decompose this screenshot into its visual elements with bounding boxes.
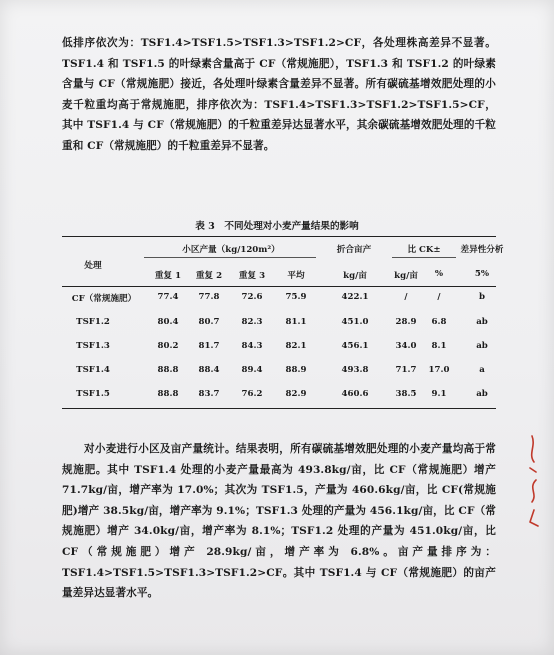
table-cell: ab (476, 341, 488, 351)
table-cell: ab (476, 317, 488, 327)
row-treatment-name: TSF1.5 (76, 389, 110, 399)
table-top-rule (62, 236, 496, 237)
table-cell: 80.4 (157, 317, 179, 327)
row-treatment-name: TSF1.3 (76, 341, 110, 351)
table-cell: 81.7 (198, 341, 220, 351)
table-cell: 6.8 (431, 317, 447, 327)
table-cell: 75.9 (285, 292, 307, 302)
table-cell: 83.7 (198, 389, 220, 399)
row-treatment-name: TSF1.2 (76, 317, 110, 327)
table-cell: 456.1 (341, 341, 369, 351)
table-cell: 80.7 (198, 317, 220, 327)
subheader-increase-percent: % (434, 269, 444, 279)
table-cell: 77.8 (198, 292, 220, 302)
table-cell: 88.8 (157, 365, 179, 375)
table-cell: 493.8 (341, 365, 369, 375)
table-cell: 89.4 (241, 365, 263, 375)
table-cell: 84.3 (241, 341, 263, 351)
header-plot-yield: 小区产量（kg/120m²） (182, 245, 280, 255)
table-cell: / (404, 292, 408, 302)
table-cell: 28.9 (395, 317, 417, 327)
subheader-rep3: 重复 3 (238, 271, 266, 281)
table-cell: 72.6 (241, 292, 263, 302)
table-cell: 81.1 (285, 317, 307, 327)
table-cell: 82.9 (285, 389, 307, 399)
header-converted-yield: 折合亩产 (336, 245, 372, 255)
table-cell: 38.5 (395, 389, 417, 399)
table-cell: 76.2 (241, 389, 263, 399)
header-vs-ck: 比 CK± (407, 245, 441, 255)
table-cell: 80.2 (157, 341, 179, 351)
subheader-increase-unit: kg/亩 (394, 271, 418, 281)
table-caption: 表 3 不同处理对小麦产量结果的影响 (195, 221, 359, 232)
plot-yield-underline (144, 257, 316, 258)
vs-ck-underline (392, 257, 456, 258)
subheader-significance-level: 5% (474, 269, 490, 279)
subheader-rep1: 重复 1 (154, 271, 182, 281)
table-cell: b (478, 292, 485, 302)
table-cell: 460.6 (341, 389, 369, 399)
subheader-converted-unit: kg/亩 (343, 271, 367, 281)
table-cell: 88.8 (157, 389, 179, 399)
table-cell: 88.9 (285, 365, 307, 375)
table-cell: 9.1 (431, 389, 447, 399)
table-cell: 8.1 (431, 341, 447, 351)
table-cell: 82.1 (285, 341, 307, 351)
table-cell: 451.0 (341, 317, 369, 327)
table-cell: 17.0 (428, 365, 450, 375)
table-header-rule (62, 286, 496, 287)
table-cell: 88.4 (198, 365, 220, 375)
table-cell: 422.1 (341, 292, 369, 302)
table-cell: 82.3 (241, 317, 263, 327)
table-cell: 77.4 (157, 292, 179, 302)
subheader-rep2: 重复 2 (195, 271, 223, 281)
table-bottom-rule (62, 408, 496, 409)
table-cell: 34.0 (395, 341, 417, 351)
subheader-average: 平均 (287, 271, 305, 281)
header-significance: 差异性分析 (460, 245, 504, 255)
row-treatment-name: CF（常规施肥） (71, 294, 137, 304)
table-cell: / (437, 292, 441, 302)
table-cell: a (479, 365, 485, 375)
handwritten-margin-mark (518, 432, 548, 532)
header-treatment: 处理 (84, 261, 102, 271)
paragraph-1: 低排序依次为：TSF1.4>TSF1.5>TSF1.3>TSF1.2>CF，各处理株高差异不显著。TSF1.4 和 TSF1.5 的叶绿素含量高于 CF（常规施肥），TSF1.3 和 TSF1.2 的叶绿素含量与 CF（常规施肥）接近，各处理叶绿素含量差异不显著。所有碳硫基增效肥处理的小麦千粒重均高于常规施肥，排序依次为：TSF1.4>TSF1.3>TSF1.2>TSF1.5>CF，其中 TSF1.4 与 CF（常规施肥）的千粒重差异达显著水平，其余碳硫基增效肥处理的千粒重和 CF（常规施肥）的千粒重差异不显著。 (62, 37, 496, 152)
paragraph-2: 对小麦进行小区及亩产量统计。结果表明，所有碳硫基增效肥处理的小麦产量均高于常规施肥。其中 TSF1.4 处理的小麦产量最高为 493.8kg/亩，比 CF（常规施肥）增产 71.7kg/亩，增产率为 17.0%；其次为 TSF1.5，产量为 460.6kg/亩，比 CF(常规施肥)增产 38.5kg/亩，增产率为 9.1%；TSF1.3 处理的产量为 456.1kg/亩，比 CF（常规施肥）增产 34.0kg/亩，增产率为 8.1%；TSF1.2 处理的产量为 451.0kg/亩，比 CF（常规施肥）增产 28.9kg/亩，增产率为 6.8%。亩产量排序为：TSF1.4>TSF1.5>TSF1.3>TSF1.2>CF。其中 TSF1.4 与 CF（常规施肥）的亩产量差异达显著水平。 (62, 443, 496, 600)
row-treatment-name: TSF1.4 (76, 365, 110, 375)
table-cell: 71.7 (395, 365, 417, 375)
table-cell: ab (476, 389, 488, 399)
